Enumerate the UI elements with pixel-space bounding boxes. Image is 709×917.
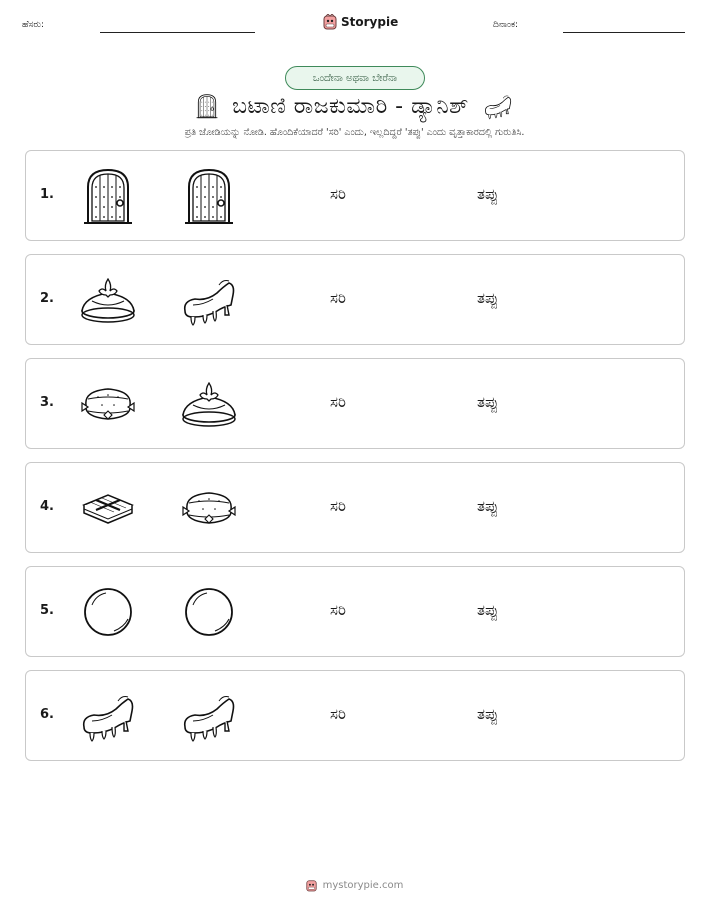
answer-no[interactable]: ತಪ್ಪು	[477, 705, 499, 723]
storypie-logo-icon	[306, 879, 317, 892]
answer-yes[interactable]: ಸರಿ	[330, 393, 346, 411]
title-row	[0, 90, 709, 122]
question-number: 3.	[40, 395, 54, 410]
brand-name: Storypie	[341, 15, 399, 29]
pea-icon	[78, 583, 138, 641]
brand	[323, 14, 398, 30]
answer-no[interactable]: ತಪ್ಪು	[477, 601, 499, 619]
footer	[0, 879, 709, 892]
answer-yes[interactable]: ಸರಿ	[330, 601, 346, 619]
mattress-icon	[179, 479, 239, 537]
name-line[interactable]	[100, 32, 255, 33]
question-number: 2.	[40, 291, 54, 306]
door-icon	[179, 167, 239, 225]
glass-slipper-icon	[179, 271, 239, 329]
answer-yes[interactable]: ಸರಿ	[330, 705, 346, 723]
name-label: ಹೆಸರು:	[22, 20, 45, 30]
pea-icon	[179, 583, 239, 641]
date-label: ದಿನಾಂಕ:	[493, 20, 519, 30]
answer-yes[interactable]: ಸರಿ	[330, 185, 346, 203]
answer-yes[interactable]: ಸರಿ	[330, 497, 346, 515]
question-row	[25, 670, 685, 761]
question-number: 4.	[40, 499, 54, 514]
question-row	[25, 358, 685, 449]
question-number: 6.	[40, 707, 54, 722]
question-number: 1.	[40, 187, 54, 202]
glass-slipper-icon	[481, 91, 515, 121]
question-row	[25, 150, 685, 241]
answer-no[interactable]: ತಪ್ಪು	[477, 497, 499, 515]
question-row	[25, 462, 685, 553]
answer-no[interactable]: ತಪ್ಪು	[477, 185, 499, 203]
question-list	[25, 150, 685, 774]
question-number: 5.	[40, 603, 54, 618]
crown-icon	[179, 375, 239, 433]
footer-link[interactable]: mystorypie.com	[322, 880, 404, 891]
instruction-text: ಪ್ರತಿ ಜೋಡಿಯನ್ನು ನೋಡಿ. ಹೊಂದಿಕೆಯಾದರೆ 'ಸರಿ' ಎಂದು, ಇಲ್ಲದಿದ್ದರೆ 'ತಪ್ಪು' ಎಂದು ವೃತ್ತಾಕಾರದಲ್ಲಿ ಗುರುತಿಸಿ.	[184, 127, 525, 138]
glass-slipper-icon	[78, 687, 138, 745]
storypie-logo-icon	[323, 14, 337, 30]
activity-badge: ಒಂದೇನಾ ಅಥವಾ ಬೇರೆನಾ	[285, 66, 425, 90]
date-line[interactable]	[563, 32, 685, 33]
crown-icon	[78, 271, 138, 329]
page-title: ಬಟಾಣಿ ರಾಜಕುಮಾರಿ - ಡ್ಯಾನಿಶ್	[232, 93, 469, 119]
question-row	[25, 566, 685, 657]
question-row	[25, 254, 685, 345]
glass-slipper-icon	[179, 687, 239, 745]
answer-no[interactable]: ತಪ್ಪು	[477, 393, 499, 411]
mattress-icon	[78, 375, 138, 433]
mattress-stack-icon	[78, 479, 138, 537]
door-icon	[194, 91, 220, 121]
answer-yes[interactable]: ಸರಿ	[330, 289, 346, 307]
worksheet-header	[0, 14, 709, 36]
door-icon	[78, 167, 138, 225]
answer-no[interactable]: ತಪ್ಪು	[477, 289, 499, 307]
